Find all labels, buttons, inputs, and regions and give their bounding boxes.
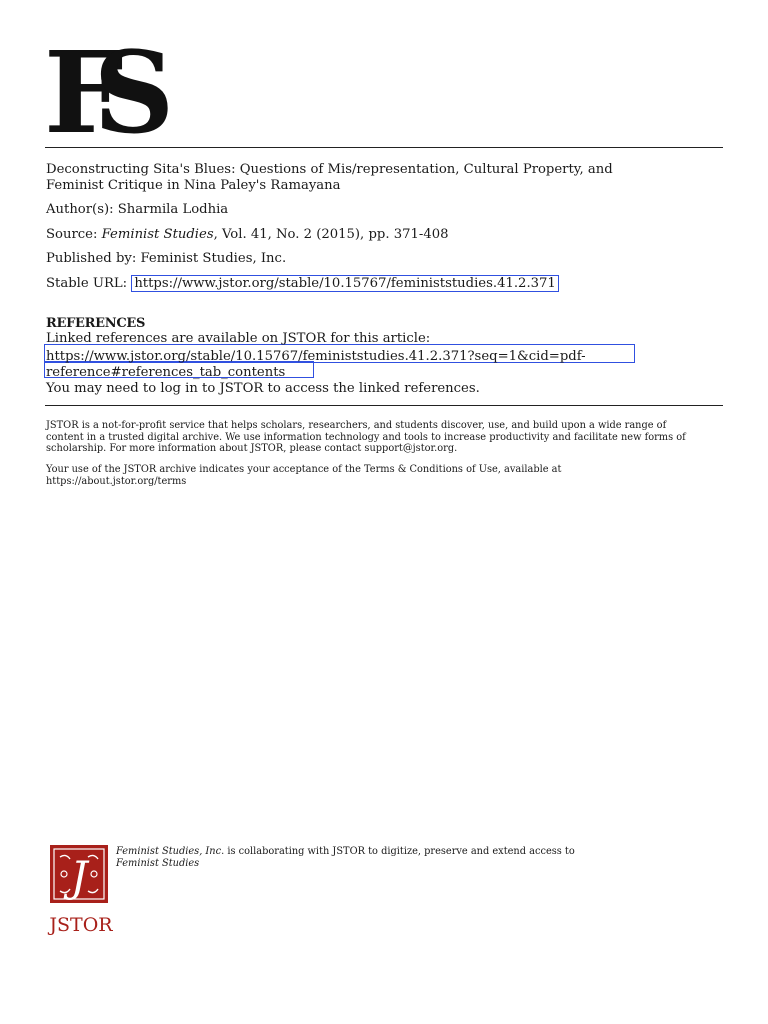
author-label: Author(s): — [46, 202, 114, 217]
publisher-label: Published by: — [46, 251, 137, 266]
feminist-studies-logo — [44, 28, 145, 159]
references-link-line-2[interactable]: reference#references_tab_contents — [46, 365, 286, 380]
source-details: , Vol. 41, No. 2 (2015), pp. 371-408 — [213, 227, 449, 242]
jstor-terms-paragraph: Your use of the JSTOR archive indicates your acceptance of the Terms & Conditions of Use, available at https://about.jstor.org/terms — [46, 464, 562, 487]
author-line — [46, 202, 726, 218]
jstor-logo — [50, 845, 112, 935]
references-link-line-1[interactable]: https://www.jstor.org/stable/10.15767/feministstudies.41.2.371?seq=1&cid=pdf- — [46, 349, 586, 364]
jstor-wordmark: JSTOR — [49, 914, 113, 936]
footer-collaboration-text — [116, 846, 716, 869]
title-line-1: Deconstructing Sita's Blues: Questions of Mis/representation, Cultural Property, and — [46, 162, 613, 177]
footer-journal: Feminist Studies — [116, 857, 200, 869]
references-heading: REFERENCES — [46, 316, 146, 331]
stable-url-label: Stable URL: — [46, 276, 128, 291]
source-label: Source: — [46, 227, 98, 242]
references-body — [46, 331, 726, 397]
logo-letters: FS — [44, 28, 145, 159]
svg-text:J: J — [70, 852, 88, 901]
publisher-line — [46, 251, 726, 267]
article-title — [46, 162, 726, 194]
stable-url-link[interactable]: https://www.jstor.org/stable/10.15767/feministstudies.41.2.371 — [131, 275, 559, 292]
footer-collab: is collaborating with JSTOR to digitize, preserve and extend access to — [224, 846, 575, 857]
references-intro: Linked references are available on JSTOR for this article: — [46, 331, 431, 346]
source-line — [46, 227, 726, 243]
jstor-info-paragraph: JSTOR is a not-for-profit service that helps scholars, researchers, and students discover, use, and build upon a wide range of content in a trusted digital archive. We use information technology and tools to increase productivity and facilitate new forms of scholarship. For more information about JSTOR, please contact support@jstor.org. — [46, 420, 686, 454]
references-note: You may need to log in to JSTOR to access the linked references. — [46, 381, 480, 396]
stable-url-line — [46, 276, 726, 292]
author-name: Sharmila Lodhia — [117, 202, 229, 217]
divider-middle — [45, 405, 723, 406]
footer-publisher: Feminist Studies, Inc. — [116, 846, 225, 857]
title-line-2: Feminist Critique in Nina Paley's Ramayana — [46, 178, 341, 193]
divider-top — [45, 147, 723, 148]
publisher-name: Feminist Studies, Inc. — [140, 251, 287, 266]
source-journal: Feminist Studies — [101, 227, 214, 242]
